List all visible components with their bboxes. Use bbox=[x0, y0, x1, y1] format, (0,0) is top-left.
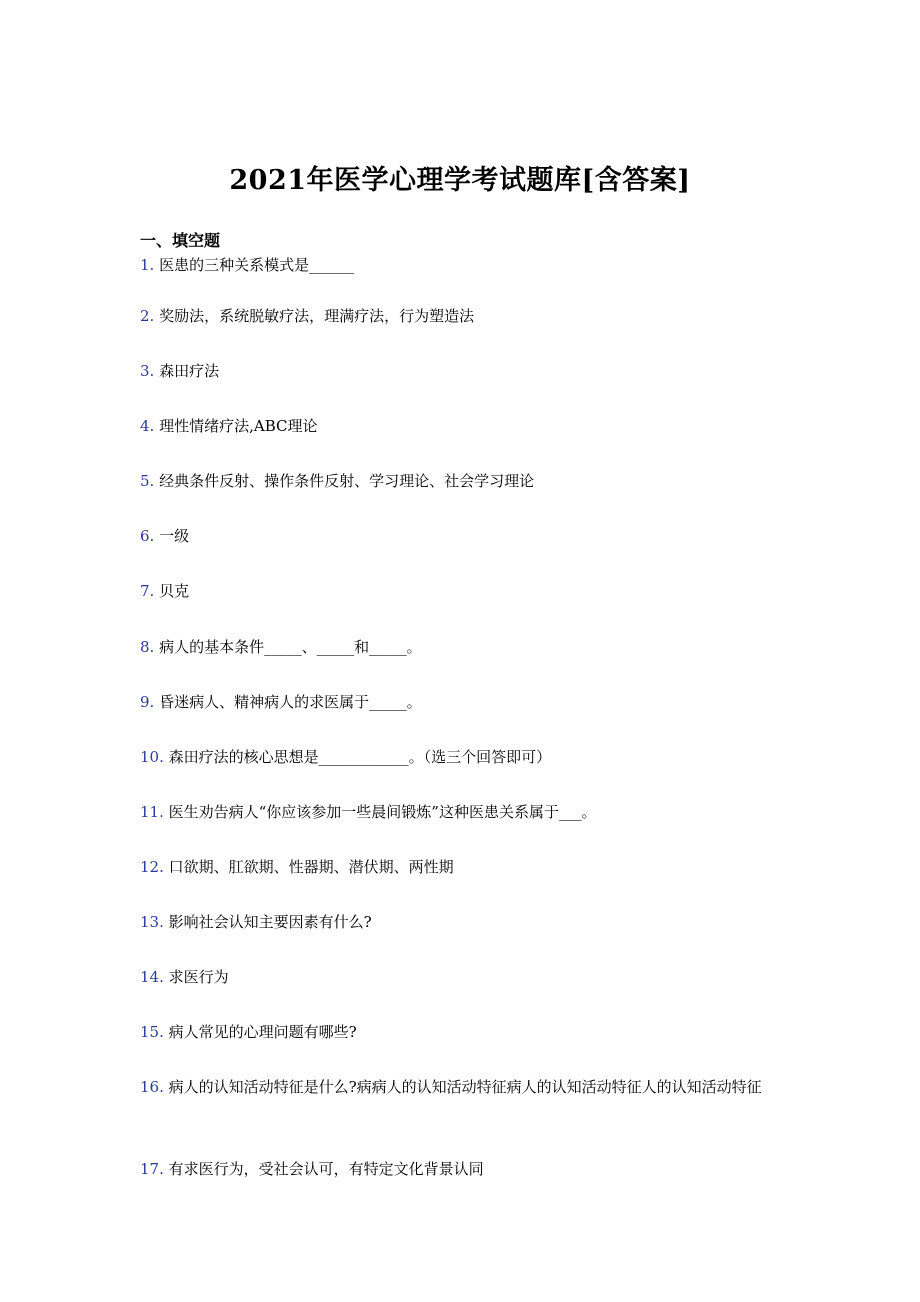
question-text: 奖励法，系统脱敏疗法，理满疗法，行为塑造法 bbox=[159, 307, 475, 325]
question-item bbox=[140, 907, 790, 937]
question-text: 经典条件反射、操作条件反射、学习理论、社会学习理论 bbox=[159, 472, 535, 490]
question-text: 一级 bbox=[159, 527, 190, 545]
question-number: 4. bbox=[140, 417, 155, 435]
question-text: 医生劝告病人“你应该参加一些晨间锻炼”这种医患关系属于___。 bbox=[168, 803, 597, 821]
question-number: 13. bbox=[140, 913, 164, 931]
question-item bbox=[140, 797, 790, 827]
question-text: 森田疗法 bbox=[159, 362, 220, 380]
question-item bbox=[140, 411, 790, 441]
question-number: 8. bbox=[140, 638, 155, 656]
question-item bbox=[140, 576, 790, 606]
question-item bbox=[140, 466, 790, 496]
question-item bbox=[140, 687, 790, 717]
question-item bbox=[140, 852, 790, 882]
question-number: 17. bbox=[140, 1160, 164, 1178]
question-item bbox=[140, 742, 790, 772]
page-title: 2021年医学心理学考试题库[含答案] bbox=[229, 165, 691, 196]
question-number: 5. bbox=[140, 472, 155, 490]
question-number: 7. bbox=[140, 582, 155, 600]
question-item bbox=[140, 250, 790, 280]
question-number: 12. bbox=[140, 858, 164, 876]
question-number: 2. bbox=[140, 307, 155, 325]
question-number: 14. bbox=[140, 968, 164, 986]
question-item bbox=[140, 632, 790, 662]
question-text: 求医行为 bbox=[168, 968, 229, 986]
question-text: 理性情绪疗法,ABC理论 bbox=[159, 417, 318, 435]
question-number: 16. bbox=[140, 1078, 164, 1096]
question-text: 昏迷病人、精神病人的求医属于_____。 bbox=[159, 693, 422, 711]
question-number: 6. bbox=[140, 527, 155, 545]
question-text: 病人的认知活动特征是什么?病病人的认知活动特征病人的认知活动特征人的认知活动特征 bbox=[168, 1078, 762, 1096]
question-number: 1. bbox=[140, 256, 155, 274]
question-number: 10. bbox=[140, 748, 164, 766]
question-text: 森田疗法的核心思想是____________。（选三个回答即可） bbox=[168, 748, 552, 766]
question-number: 9. bbox=[140, 693, 155, 711]
question-item bbox=[140, 1072, 790, 1102]
question-number: 15. bbox=[140, 1023, 164, 1041]
question-item bbox=[140, 1017, 790, 1047]
question-text: 贝克 bbox=[159, 582, 190, 600]
question-item bbox=[140, 962, 790, 992]
question-text: 病人常见的心理问题有哪些? bbox=[168, 1023, 357, 1041]
question-text: 医患的三种关系模式是______ bbox=[159, 256, 355, 274]
question-item bbox=[140, 521, 790, 551]
question-text: 影响社会认知主要因素有什么? bbox=[168, 913, 372, 931]
question-text: 病人的基本条件_____、_____和_____。 bbox=[159, 638, 422, 656]
question-text: 有求医行为，受社会认可，有特定文化背景认同 bbox=[168, 1160, 484, 1178]
question-item bbox=[140, 1154, 790, 1184]
question-number: 11. bbox=[140, 803, 164, 821]
question-item bbox=[140, 301, 790, 331]
question-item bbox=[140, 356, 790, 386]
question-number: 3. bbox=[140, 362, 155, 380]
section-heading: 一、填空题 bbox=[140, 231, 221, 250]
question-text: 口欲期、肛欲期、性器期、潜伏期、两性期 bbox=[168, 858, 454, 876]
